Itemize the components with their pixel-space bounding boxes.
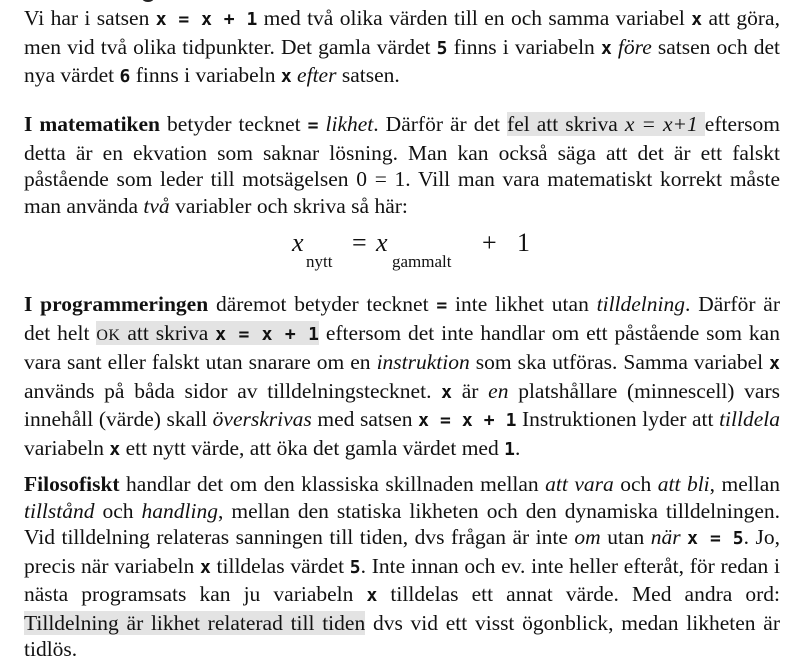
text: eftersom detta är en ekvation som saknar lösning. Man kan också säga att det är ett falskt påstående som leder till motsägelsen (24, 112, 780, 191)
text: att göra, men vid två olika tidpunkter. Det gamla värdet (24, 6, 780, 59)
formula-variable: x (376, 228, 388, 257)
text: . Därför är det (373, 112, 508, 136)
code-value: 6 (119, 66, 131, 87)
text (318, 112, 325, 136)
highlight-ok (96, 321, 319, 345)
text: finns i variabeln (447, 34, 601, 59)
formula-subscript: nytt (306, 252, 333, 271)
paragraph-mathematics (24, 111, 780, 219)
code-statement: x = 5 (687, 528, 744, 549)
paragraph-intro (24, 5, 780, 91)
text: , mellan (709, 472, 780, 496)
paragraph-philosophy (24, 471, 780, 663)
text: finns i variabeln (130, 63, 281, 87)
emphasis: tillstånd (24, 498, 95, 523)
text: utan (600, 525, 651, 549)
text: , mellan den statiska likheten och den dynamiska tilldelningen. Vid tilldelning relateras sanningen till tiden, dvs frågan är inte (24, 498, 780, 549)
text: används på båda sidor av tilldelningstecknet. (24, 378, 442, 403)
text: med satsen (311, 407, 419, 431)
emphasis: om (574, 525, 601, 549)
text: och (94, 498, 142, 523)
code-operator: = (436, 295, 448, 316)
text: . Jo, precis när variabeln (24, 525, 780, 578)
text: platshållare (minnescell) vars innehåll (värde) skall (24, 378, 781, 431)
heading-inline: I programmeringen (24, 292, 209, 316)
text: inte likhet utan (447, 292, 597, 316)
text: som ska utföras. Samma variabel (469, 350, 770, 374)
text: och (613, 472, 658, 496)
cropped-glyph-artifact (142, 0, 154, 2)
code-variable: x (769, 353, 780, 374)
formula-plus: + (482, 228, 497, 257)
text: variabeln (24, 435, 110, 460)
text: handlar det om den klassiska skillnaden mellan (119, 472, 546, 496)
text: tilldelas ett annat värde. Med andra ord: (377, 582, 781, 606)
formula-subscript: gammalt (392, 252, 452, 271)
code-value: 1 (504, 438, 515, 460)
code-variable: x (199, 556, 211, 578)
text: dvs vid ett visst ögonblick, medan likheten är tidlös. (24, 610, 780, 661)
text: . Inte innan och ev. inte heller efteråt, för redan i nästa programsats kan ju variabeln (24, 553, 780, 606)
text: eftersom det inte handlar om ett påstående som kan vara sant eller falskt utan snarare om en (24, 320, 780, 374)
text: . Vill man vara matematiskt korrekt måste man använda (24, 167, 780, 218)
code-value: 5 (436, 37, 448, 59)
heading-inline: I matematiken (24, 112, 161, 136)
formula-equals: = (352, 228, 367, 257)
code-statement: x = x + 1 (418, 410, 517, 431)
text: är (452, 378, 489, 403)
text-small-caps: OK (96, 326, 121, 344)
text: . Därför är det helt (24, 292, 780, 345)
text: Instruktionen lyder att (516, 407, 720, 431)
emphasis: instruktion (376, 350, 470, 374)
text: betyder tecknet (160, 112, 308, 136)
paragraph-programming (24, 291, 780, 463)
heading-inline: Filosofiskt (24, 472, 120, 496)
emphasis: likhet (325, 112, 374, 136)
emphasis: två (143, 193, 170, 218)
text: satsen och det nya värdet (24, 34, 780, 87)
code-statement: x = x + 1 (215, 323, 319, 345)
emphasis: handling (141, 498, 218, 523)
text: med två olika värden till en och samma variabel (257, 6, 692, 30)
text: fel att skriva (507, 112, 625, 136)
text: ett nytt värde, att öka det gamla värdet med (120, 435, 505, 460)
emphasis: när (650, 525, 681, 549)
emphasis: efter (297, 63, 337, 87)
highlight-conclusion: Tilldelning är likhet relaterad till tiden (24, 610, 366, 635)
formula-variable: x (292, 228, 304, 257)
emphasis: att bli (657, 472, 710, 496)
emphasis: överskrivas (212, 407, 312, 431)
text: att skriva (120, 320, 216, 345)
text: Vi har i satsen (24, 6, 156, 30)
emphasis: tilldela (719, 407, 780, 431)
text: tilldelas värdet (210, 553, 350, 578)
code-statement: x = x + 1 (155, 9, 258, 30)
math-expression: x = x+1 (624, 112, 698, 136)
code-variable: x (691, 9, 703, 30)
text: däremot betyder tecknet (208, 292, 437, 316)
emphasis: en (488, 378, 509, 403)
emphasis: tilldelning (596, 292, 686, 316)
code-variable: x (600, 37, 612, 59)
formula-display (292, 228, 552, 276)
code-variable: x (366, 585, 378, 606)
highlight-wrong (507, 112, 705, 136)
emphasis: före (617, 34, 652, 59)
math-expression: 0 = 1 (356, 167, 406, 191)
text: variabler och skriva så här: (169, 193, 408, 218)
formula-constant: 1 (517, 228, 530, 257)
code-operator: = (307, 115, 319, 136)
code-value: 5 (349, 556, 361, 578)
code-variable: x (441, 381, 453, 403)
text: . (514, 435, 521, 460)
code-variable: x (280, 66, 292, 87)
emphasis: att vara (545, 472, 614, 496)
text: satsen. (336, 63, 400, 87)
code-variable: x (109, 438, 121, 460)
